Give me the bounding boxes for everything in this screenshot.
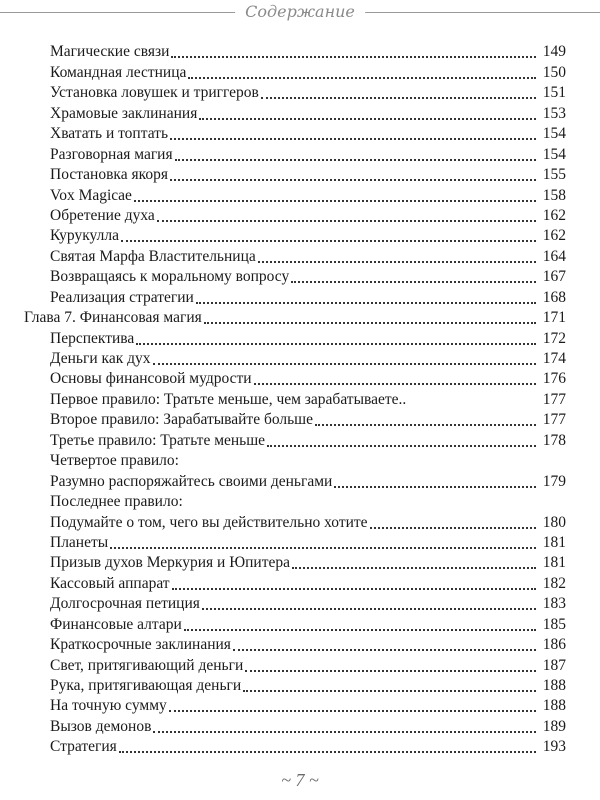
toc-entry-label: Вызов демонов xyxy=(50,717,152,735)
toc-entry-label: Четвертое правило: xyxy=(50,452,179,470)
toc-leader-dots xyxy=(136,343,536,345)
toc-entry-row xyxy=(0,62,600,82)
toc-leader-dots xyxy=(121,240,536,242)
table-of-contents xyxy=(0,42,600,757)
toc-entry-row xyxy=(0,206,600,226)
toc-leader-dots xyxy=(254,383,536,385)
toc-entry-label: Долгосрочная петиция xyxy=(50,595,200,613)
toc-page-number: 189 xyxy=(542,717,566,735)
toc-entry-row xyxy=(0,226,600,246)
toc-entry-row xyxy=(0,451,600,471)
toc-entry-label: На точную сумму xyxy=(50,697,167,715)
toc-entry-label: Обретение духа xyxy=(50,206,155,224)
toc-page-number: 154 xyxy=(542,145,566,163)
toc-leader-dots xyxy=(243,690,536,692)
toc-entry-label: Подумайте о том, чего вы действительно хотите xyxy=(50,513,368,531)
toc-page-number: 182 xyxy=(542,574,566,592)
toc-leader-dots xyxy=(134,200,536,202)
toc-leader-dots xyxy=(233,649,536,651)
toc-leader-dots xyxy=(334,486,536,488)
toc-entry-label: Магические связи xyxy=(50,43,170,61)
toc-entry-label: Призыв духов Меркурия и Юпитера xyxy=(50,554,291,572)
toc-entry-row xyxy=(0,410,600,430)
toc-leader-dots xyxy=(157,220,536,222)
toc-entry-label: Планеты xyxy=(50,533,109,551)
toc-leader-dots xyxy=(170,179,536,181)
toc-entry-label: Стратегия xyxy=(50,738,117,756)
toc-leader-dots xyxy=(196,302,536,304)
toc-entry-row xyxy=(0,267,600,287)
toc-entry-row xyxy=(0,389,600,409)
toc-page-number: 183 xyxy=(542,595,566,613)
toc-entry-row xyxy=(0,287,600,307)
toc-leader-dots xyxy=(245,670,536,672)
toc-entry-label: Свет, притягивающий деньги xyxy=(50,656,244,674)
toc-leader-dots xyxy=(370,527,536,529)
toc-entry-row xyxy=(0,124,600,144)
toc-leader-dots xyxy=(292,567,536,569)
toc-page-number: 187 xyxy=(542,656,566,674)
toc-page-number: 151 xyxy=(542,84,566,102)
toc-entry-row xyxy=(0,328,600,348)
toc-entry-label: Перспектива xyxy=(50,329,135,347)
toc-page-number: 155 xyxy=(542,166,566,184)
toc-leader-dots xyxy=(170,138,536,140)
toc-page-number: 153 xyxy=(542,104,566,122)
toc-page-number: 164 xyxy=(542,247,566,265)
toc-entry-label: Святая Марфа Властительница xyxy=(50,247,256,265)
toc-leader-dots xyxy=(171,56,536,58)
toc-page-number: 168 xyxy=(542,288,566,306)
toc-leader-dots xyxy=(169,710,536,712)
toc-leader-dots xyxy=(110,547,536,549)
toc-leader-dots xyxy=(175,159,536,161)
toc-page-number: 171 xyxy=(542,309,566,327)
toc-page-number: 158 xyxy=(542,186,566,204)
toc-page-number: 150 xyxy=(542,63,566,81)
toc-page-number: 172 xyxy=(542,329,566,347)
toc-entry-row xyxy=(0,655,600,675)
toc-page-number: 149 xyxy=(542,43,566,61)
toc-entry-label: Курукулла xyxy=(50,227,119,245)
toc-entry-label: Реализация стратегии xyxy=(50,288,194,306)
toc-page-number: 188 xyxy=(542,697,566,715)
toc-page-number: 180 xyxy=(542,513,566,531)
toc-leader-dots xyxy=(184,629,536,631)
toc-page-number: 193 xyxy=(542,738,566,756)
toc-entry-row xyxy=(0,635,600,655)
toc-entry-label: Краткосрочные заклинания xyxy=(50,636,231,654)
toc-entry-row xyxy=(0,42,600,62)
toc-entry-row xyxy=(0,594,600,614)
toc-entry-row xyxy=(0,369,600,389)
toc-entry-label: Возвращаясь к моральному вопросу xyxy=(50,268,290,286)
toc-leader-dots xyxy=(261,97,536,99)
toc-entry-row xyxy=(0,737,600,757)
toc-page-number: 176 xyxy=(542,370,566,388)
toc-entry-label: Храмовые заклинания xyxy=(50,104,198,122)
toc-page-number: 167 xyxy=(542,268,566,286)
running-header xyxy=(0,0,600,24)
toc-entry-row xyxy=(0,185,600,205)
toc-page-number: 177 xyxy=(542,411,566,429)
toc-entry-label: Основы финансовой мудрости xyxy=(50,370,252,388)
header-title: Содержание xyxy=(235,0,365,24)
toc-entry-label: Первое правило: Тратьте меньше, чем зарабатываете.. xyxy=(50,390,407,408)
toc-leader-dots xyxy=(291,281,536,283)
toc-leader-dots xyxy=(153,363,536,365)
toc-entry-row xyxy=(0,573,600,593)
toc-page-number: 154 xyxy=(542,125,566,143)
toc-entry-label: Последнее правило: xyxy=(50,493,183,511)
toc-entry-row xyxy=(0,676,600,696)
toc-page-number: 185 xyxy=(542,615,566,633)
toc-entry-row xyxy=(0,246,600,266)
toc-leader-dots xyxy=(119,751,536,753)
toc-entry-row xyxy=(0,533,600,553)
toc-page-number: 179 xyxy=(542,472,566,490)
toc-entry-row xyxy=(0,614,600,634)
toc-entry-row xyxy=(0,144,600,164)
toc-entry-row xyxy=(0,430,600,450)
toc-entry-label: Рука, притягивающая деньги xyxy=(50,677,242,694)
toc-leader-dots xyxy=(199,118,536,120)
toc-entry-label: Командная лестница xyxy=(50,63,187,81)
toc-entry-label: Установка ловушек и триггеров xyxy=(50,84,259,102)
toc-entry-label: Постановка якоря xyxy=(50,166,168,184)
toc-entry-label: Разговорная магия xyxy=(50,145,173,163)
toc-entry-row xyxy=(0,716,600,736)
toc-leader-dots xyxy=(172,588,536,590)
toc-leader-dots xyxy=(315,424,536,426)
toc-leader-dots xyxy=(267,445,536,447)
toc-entry-row xyxy=(0,512,600,532)
toc-entry-label: Деньги как дух xyxy=(50,350,151,367)
toc-entry-label: Глава 7. Финансовая магия xyxy=(24,309,202,327)
toc-entry-row xyxy=(0,103,600,123)
toc-leader-dots xyxy=(258,261,536,263)
toc-entry-row xyxy=(0,349,600,369)
toc-page-number: 181 xyxy=(542,554,566,572)
toc-entry-row xyxy=(0,83,600,103)
toc-entry-label: Кассовый аппарат xyxy=(50,574,170,592)
toc-page-number: 174 xyxy=(542,350,566,367)
toc-leader-dots xyxy=(204,322,536,324)
toc-entry-label: Финансовые алтари xyxy=(50,615,182,633)
toc-entry-label: Vox Magicae xyxy=(50,186,132,204)
toc-page-number: 178 xyxy=(542,431,566,449)
toc-entry-label: Второе правило: Зарабатывайте больше xyxy=(50,411,314,429)
toc-page-number: 162 xyxy=(542,227,566,245)
toc-entry-row xyxy=(0,165,600,185)
page-number: ~ 7 ~ xyxy=(281,770,319,790)
toc-entry-label: Хватать и топтать xyxy=(50,125,169,143)
toc-entry-row xyxy=(0,471,600,491)
toc-entry-row xyxy=(0,492,600,512)
toc-chapter-row xyxy=(0,308,600,328)
toc-leader-dots xyxy=(202,608,536,610)
toc-leader-dots xyxy=(153,731,536,733)
toc-entry-row xyxy=(0,696,600,716)
toc-page-number: 177 xyxy=(542,390,566,408)
toc-page-number: 162 xyxy=(542,206,566,224)
toc-page-number: 186 xyxy=(542,636,566,654)
toc-leader-dots xyxy=(188,77,536,79)
toc-entry-label: Третье правило: Тратьте меньше xyxy=(50,431,266,449)
toc-entry-row xyxy=(0,553,600,573)
toc-page-number: 188 xyxy=(542,677,566,694)
toc-entry-label: Разумно распоряжайтесь своими деньгами xyxy=(50,472,333,490)
toc-page-number: 181 xyxy=(542,533,566,551)
